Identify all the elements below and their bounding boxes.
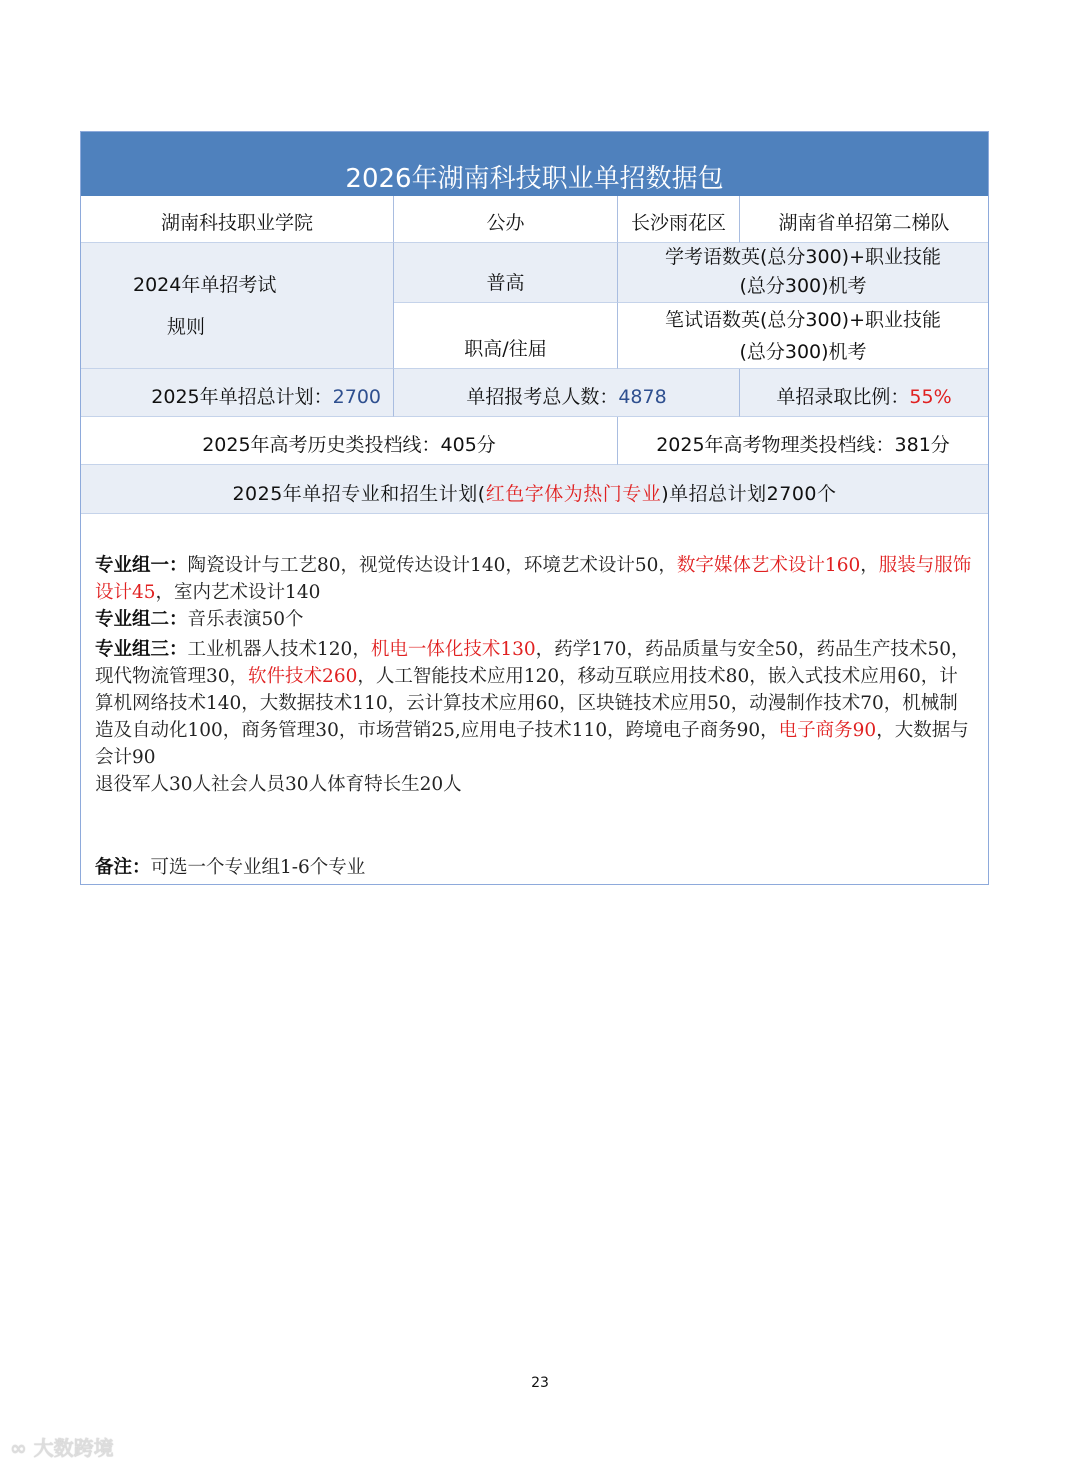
rules-label — [81, 243, 394, 369]
note-text: 可选一个专业组1-6个专业 — [150, 857, 366, 878]
note — [95, 854, 975, 881]
hot-major: 服装与服饰设计45 — [95, 555, 972, 603]
ratio-value: 55% — [909, 386, 952, 408]
admission-ratio — [740, 369, 988, 417]
vocational-rule-line2: (总分300)机考 — [739, 340, 867, 363]
major-text: ，人工智能技术应用120，移动互联应用技术80，嵌入式技术应用60，计算机网络技术140，大数据技术110，云计算技术应用60，区块链技术应用50，动漫制作技术70，机械制造及自动化100，商务管理30，市场营销25,应用电子技术110，跨境电子商务90， — [95, 666, 958, 741]
admission-data-table — [80, 131, 989, 885]
hot-major: 机电一体化技术130 — [370, 639, 536, 660]
page-number: 23 — [531, 1375, 549, 1391]
note-label: 备注： — [95, 857, 151, 878]
major-text: ， — [860, 555, 879, 576]
plan-heading — [81, 465, 988, 514]
major-group-label: 专业组一： — [95, 555, 188, 576]
major-text: 音乐表演50个 — [187, 609, 304, 630]
school-type: 公办 — [394, 196, 618, 243]
total-applicants — [394, 369, 740, 417]
major-group — [95, 606, 975, 633]
school-tier: 湖南省单招第二梯队 — [740, 196, 988, 243]
major-text: ，室内艺术设计140 — [155, 582, 321, 603]
vocational-label: 职高/往届 — [394, 303, 618, 369]
applicants-value: 4878 — [618, 386, 667, 408]
major-text: ，药学170，药品质量与安全50，药品生产技术50，现代物流管理30， — [95, 639, 970, 687]
history-score-line: 2025年高考历史类投档线：405分 — [81, 417, 618, 465]
major-text: 陶瓷设计与工艺80，视觉传达设计140，环境艺术设计50， — [187, 555, 677, 576]
rules-label-line1: 2024年单招考试 — [133, 273, 277, 296]
major-text: 工业机器人技术120， — [187, 639, 371, 660]
table-title: 2026年湖南科技职业单招数据包 — [81, 132, 988, 196]
watermark-logo: ∞ 大数跨境 — [10, 1436, 114, 1460]
general-rule-line2: (总分300)机考 — [739, 274, 867, 297]
major-group — [95, 636, 975, 771]
special-quota: 退役军人30人社会人员30人体育特长生20人 — [95, 774, 462, 795]
plan-heading-prefix: 2025年单招专业和招生计划( — [232, 483, 486, 505]
school-name: 湖南科技职业学院 — [81, 196, 394, 243]
hot-major: 电子商务90 — [778, 720, 877, 741]
applicants-label: 单招报考总人数： — [466, 386, 619, 408]
major-group-label: 专业组三： — [95, 639, 188, 660]
rules-label-line2: 规则 — [167, 315, 206, 338]
vocational-rule-line1: 笔试语数英(总分300)+职业技能 — [664, 308, 941, 331]
total-plan-value: 2700 — [332, 386, 381, 408]
group-list — [95, 552, 975, 771]
major-groups — [95, 552, 975, 881]
major-group-label: 专业组二： — [95, 609, 188, 630]
hot-major: 软件技术260 — [248, 666, 358, 687]
total-plan — [81, 369, 394, 417]
major-group — [95, 552, 975, 606]
ratio-label: 单招录取比例： — [776, 386, 910, 408]
general-label: 普高 — [394, 243, 618, 303]
general-rule-line1: 学考语数英(总分300)+职业技能 — [664, 245, 941, 268]
major-text: ，大数据与会计90 — [95, 720, 969, 768]
total-plan-label: 2025年单招总计划： — [151, 386, 333, 408]
physics-score-line: 2025年高考物理类投档线：381分 — [618, 417, 988, 465]
plan-heading-hot: 红色字体为热门专业 — [485, 483, 662, 505]
hot-major: 数字媒体艺术设计160 — [676, 555, 861, 576]
vocational-exam-rule — [618, 303, 988, 369]
school-location: 长沙雨花区 — [618, 196, 740, 243]
plan-heading-suffix: )单招总计划2700个 — [661, 483, 837, 505]
general-exam-rule — [618, 243, 988, 303]
